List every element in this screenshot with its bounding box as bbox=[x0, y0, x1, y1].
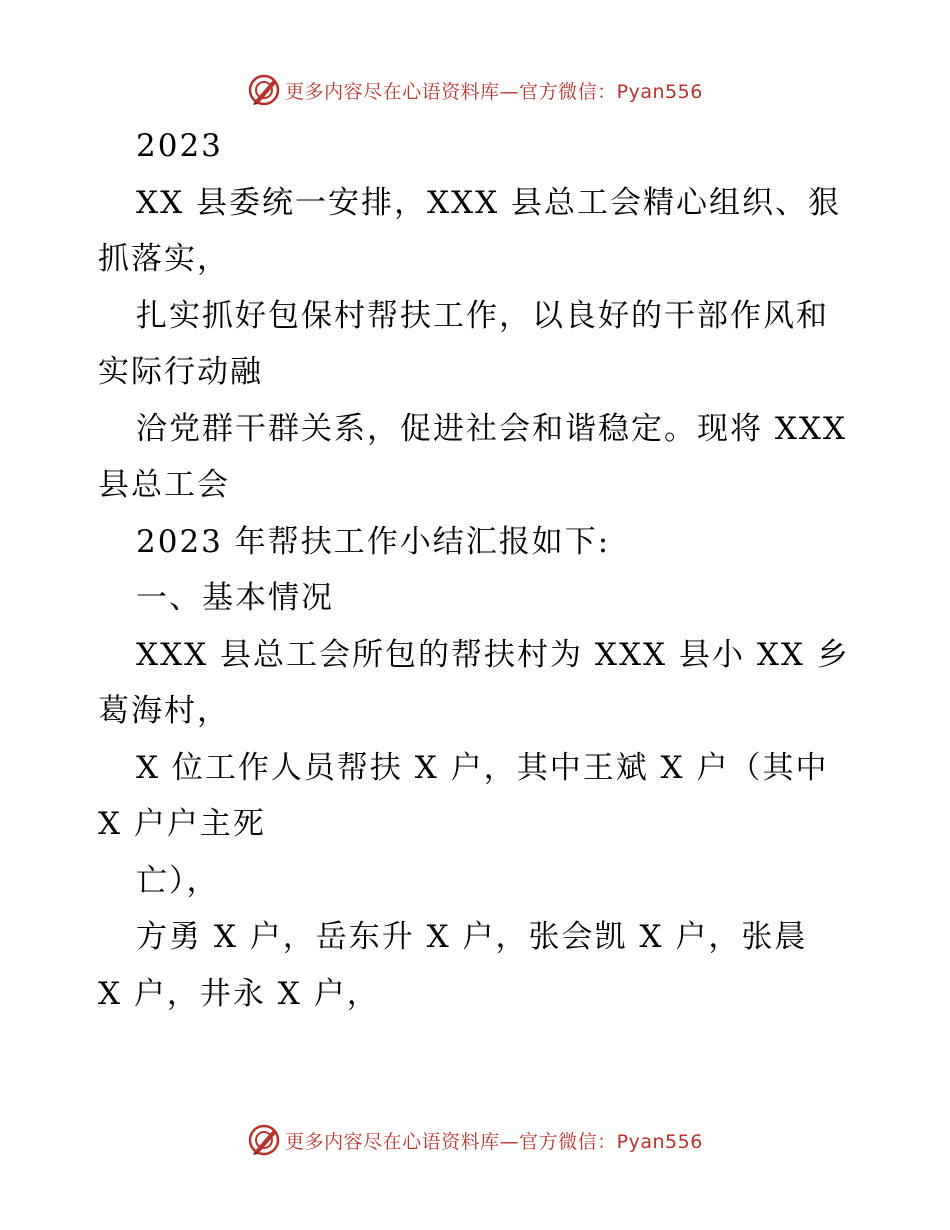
body-line: 葛海村， bbox=[98, 693, 230, 729]
body-line: XXX 县总工会所包的帮扶村为 XXX 县小 XX 乡 bbox=[136, 636, 850, 673]
footer-banner bbox=[0, 1120, 950, 1160]
header-banner-text: 更多内容尽在心语资料库—官方微信：Pyan556 bbox=[285, 80, 703, 103]
section-heading: 一、基本情况 bbox=[136, 580, 334, 616]
body-line: 亡）， bbox=[136, 862, 220, 899]
header-banner bbox=[0, 70, 950, 110]
pen-logo-icon bbox=[247, 73, 281, 107]
body-line: 2023 bbox=[136, 128, 223, 164]
body-line: 县总工会 bbox=[98, 467, 230, 503]
body-line: X 户户主死 bbox=[98, 806, 266, 842]
body-line: 2023 年帮扶工作小结汇报如下: bbox=[136, 523, 611, 560]
body-line: 抓落实， bbox=[98, 241, 230, 277]
body-line: 实际行动融 bbox=[98, 354, 263, 390]
body-line: XX 县委统一安排，XXX 县总工会精心组织、狠 bbox=[136, 184, 842, 221]
footer-banner-text: 更多内容尽在心语资料库—官方微信：Pyan556 bbox=[285, 1130, 703, 1153]
body-line: X 户，井永 X 户， bbox=[98, 975, 380, 1012]
pen-logo-icon bbox=[247, 1123, 281, 1157]
body-line: 方勇 X 户，岳东升 X 户，张会凯 X 户，张晨 bbox=[136, 919, 808, 955]
body-line: 扎实抓好包保村帮扶工作，以良好的干部作风和 bbox=[136, 297, 829, 334]
body-line: X 位工作人员帮扶 X 户，其中王斌 X 户（其中 bbox=[136, 749, 829, 786]
document-body bbox=[98, 118, 858, 1022]
body-line: 洽党群干群关系，促进社会和谐稳定。现将 XXX bbox=[136, 410, 848, 447]
